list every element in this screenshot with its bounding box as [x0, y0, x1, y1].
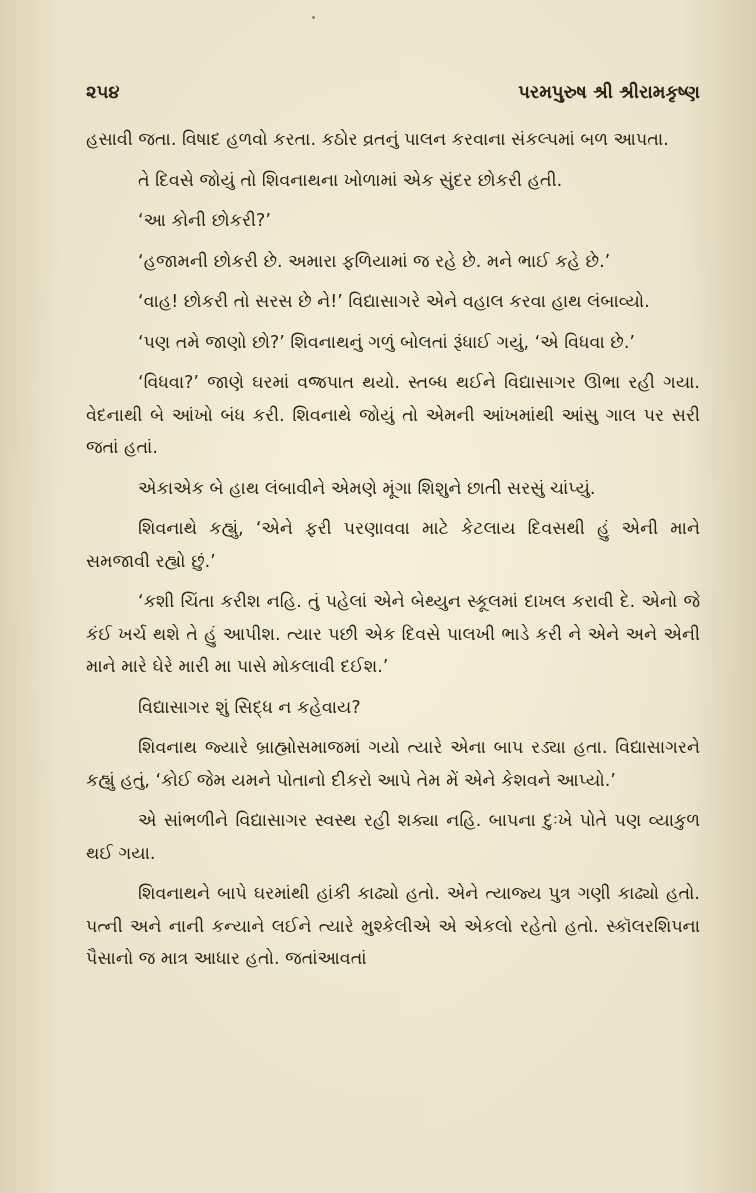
paragraph-8: એકાએક બે હાથ લંબાવીને એમણે મૂંગા શિશુને છાતી સરસું ચાંપ્યું. — [138, 478, 596, 499]
running-title: પરમપુરુષ શ્રી શ્રીરામકૃષ્ણ — [518, 82, 700, 103]
paragraph-9: શિવનાથે કહ્યું, ‘એને ફરી પરણાવવા માટે કેટલાય દિવસથી હું એની માને સમજાવી રહ્યો છું.’ — [86, 519, 700, 572]
paragraph-3: ‘આ કોની છોકરી?’ — [138, 211, 271, 231]
paragraph-13: એ સાંભળીને વિદ્યાસાગર સ્વસ્થ રહી શક્યા નહિ. બાપના દુઃખે પોતે પણ વ્યાકુળ થઈ ગયા. — [86, 811, 700, 864]
paragraph-5: ‘વાહ! છોકરી તો સરસ છે ને!’ વિદ્યાસાગરે એને વહાલ કરવા હાથ લંબાવ્યો. — [138, 292, 650, 312]
page-number: ૨૫૪ — [86, 82, 120, 103]
paragraph-2: તે દિવસે જોયું તો શિવનાથના ખોળામાં એક સુંદર છોકરી હતી. — [138, 170, 563, 191]
print-speck — [312, 16, 315, 19]
paragraph-10: ‘કશી ચિંતા કરીશ નહિ. તું પહેલાં એને બેથ્યુન સ્કૂલમાં દાખલ કરાવી દે. એનો જે કંઈ ખર્ચ થશે તે હું આપીશ. ત્યાર પછી એક દિવસે પાલખી ભાડે કરી ને એને અને એની માને મારે ઘેરે મારી મા પાસે મોકલાવી દઈશ.’ — [86, 592, 700, 677]
paragraph-7: ‘વિધવા?’ જાણે ઘરમાં વજ્રપાત થયો. સ્તબ્ધ થઈને વિદ્યાસાગર ઊભા રહી ગયા. વેદનાથી બે આંખો બંધ કરી. શિવનાથે જોયું તો એમની આંખમાંથી આંસુ ગાલ પર સરી જતાં હતાં. — [86, 373, 700, 458]
paragraph-12: શિવનાથ જ્યારે બ્રાહ્મોસમાજમાં ગયો ત્યારે એના બાપ રડ્યા હતા. વિદ્યાસાગરને કહ્યું હતું, ‘કોઈ જેમ યમને પોતાનો દીકરો આપે તેમ મેં એને કેશવને આપ્યો.’ — [86, 738, 700, 791]
paragraph-4: ‘હજામની છોકરી છે. અમારા ફળિયામાં જ રહે છે. મને ભાઈ કહે છે.’ — [138, 251, 611, 272]
paragraph-14: શિવનાથને બાપે ઘરમાંથી હાંકી કાઢ્યો હતો. એને ત્યાજ્ય પુત્ર ગણી કાઢ્યો હતો. પત્ની અને નાની કન્યાને લઈને ત્યારે મુશ્કેલીએ એ એકલો રહેતો હતો. સ્કૉલરશિપના પૈસાનો જ માત્ર આધાર હતો. જતાંઆવતાં — [86, 884, 700, 969]
paragraph-11: વિદ્યાસાગર શું સિદ્ધ ન કહેવાય? — [138, 697, 361, 718]
paragraph-6: ‘પણ તમે જાણો છો?’ શિવનાથનું ગળું બોલતાં રૂંધાઈ ગયું, ‘એ વિધવા છે.’ — [138, 332, 635, 353]
page-body — [86, 124, 700, 984]
page-header — [86, 82, 700, 110]
paragraph-1: હસાવી જતા. વિષાદ હળવો કરતા. કઠોર વ્રતનું પાલન કરવાના સંકલ્પમાં બળ આપતા. — [86, 130, 669, 150]
